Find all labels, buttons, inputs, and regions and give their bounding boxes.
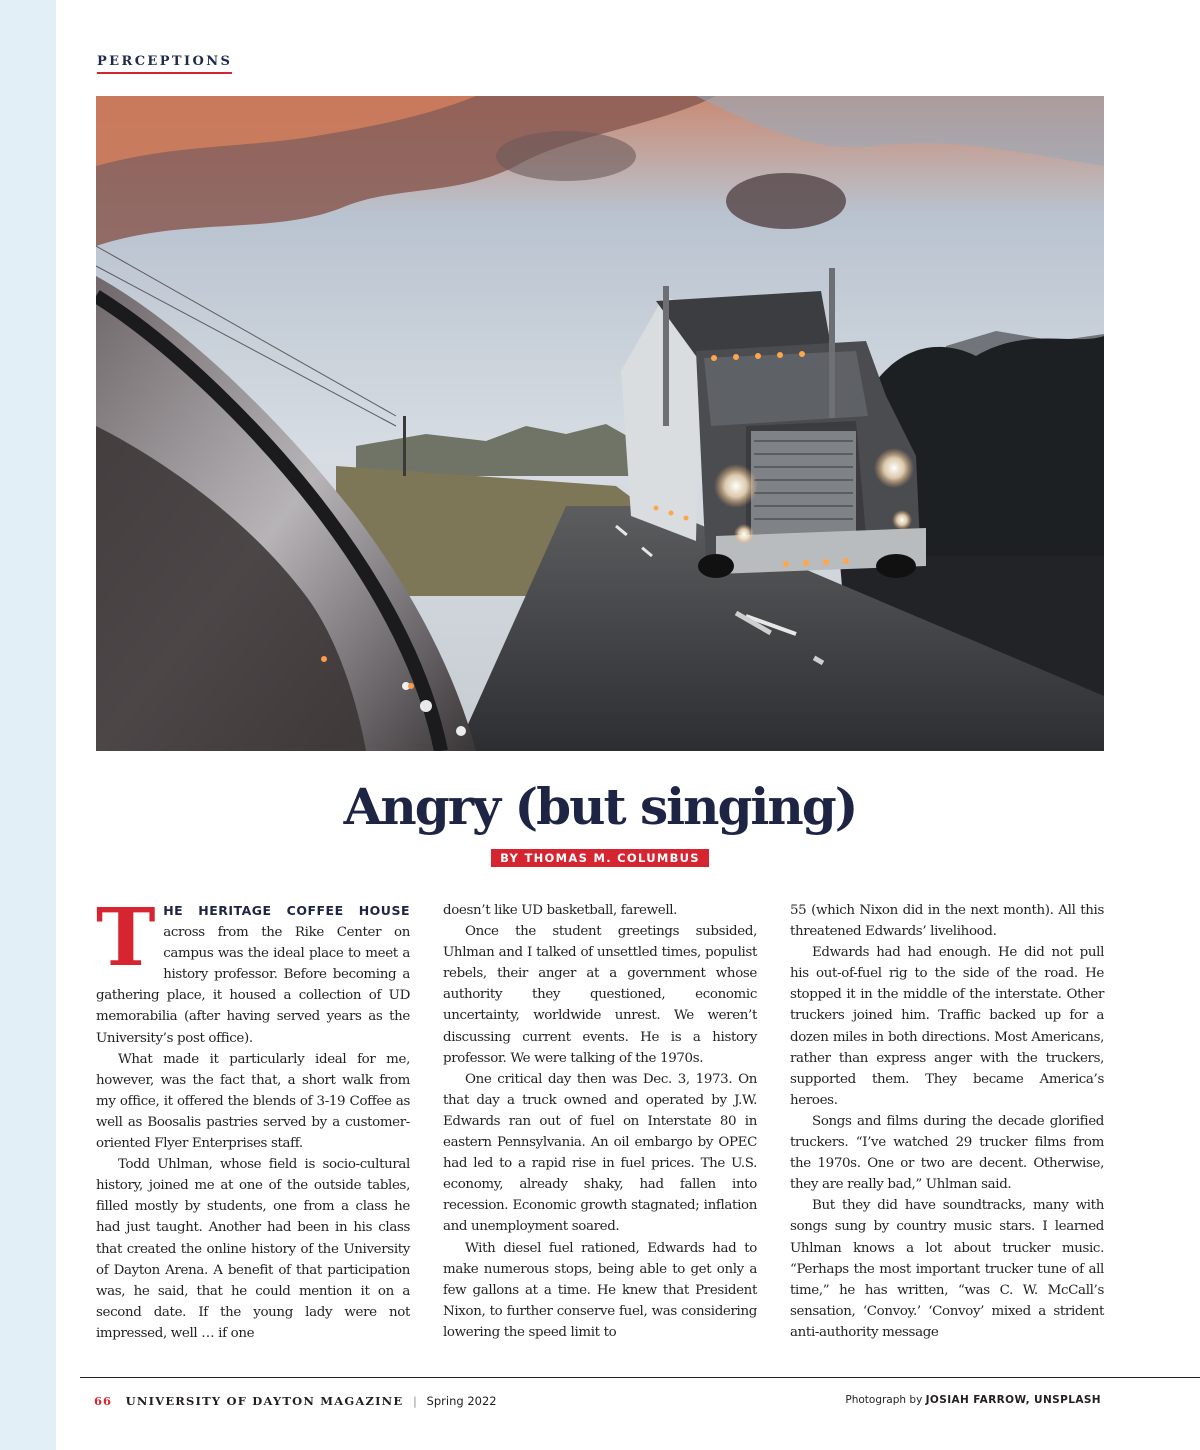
article-column-2 — [443, 900, 757, 1343]
lead-in: HE HERITAGE COFFEE HOUSE — [163, 903, 410, 918]
issue-date: Spring 2022 — [426, 1394, 497, 1408]
folio-separator: | — [413, 1394, 417, 1408]
credit-prefix: Photograph by — [845, 1394, 923, 1406]
paragraph: What made it particularly ideal for me, however, was the fact that, a short walk from my office, it offered the blends of 3-19 Coffee as well as Boosalis pastries served by a customer-oriented Flyer Enterprises staff. — [96, 1051, 410, 1152]
paragraph: Edwards had had enough. He did not pull his out-of-fuel rig to the side of the road. He stopped it in the middle of the interstate. Other truckers joined him. Traffic backed up for a dozen miles in both directions. Most Americans, rather than express anger with the truckers, supported them. They became America’s heroes. — [790, 945, 1104, 1108]
drop-cap: T — [96, 890, 156, 984]
paragraph: doesn’t like UD basketball, farewell. — [443, 903, 678, 918]
paragraph: Once the student greetings subsided, Uhlman and I talked of unsettled times, populist rebels, their anger at a government whose authority they questioned, economic uncertainty, worldwide unrest. We weren’t discussing current events. He is a history professor. We were talking of the 1970s. — [443, 924, 757, 1066]
paragraph: With diesel fuel rationed, Edwards had to make numerous stops, being able to get only a few gallons at a time. He knew that President Nixon, to further conserve fuel, was considering lowering the speed limit to — [443, 1240, 757, 1340]
footer-rule — [80, 1377, 1200, 1378]
photo-credit — [845, 1394, 1101, 1406]
paragraph: HE HERITAGE COFFEE HOUSE across from the Rike Center on campus was the ideal place to meet a history professor. Before becoming a gathering place, it housed a collection of UD memorabilia (after having served years as the University’s post office). — [96, 903, 410, 1046]
side-color-strip — [0, 0, 56, 1450]
hero-photo — [96, 96, 1104, 751]
paragraph: Songs and films during the decade glorified truckers. “I’ve watched 29 trucker films from the 1970s. One or two are decent. Otherwise, they are really bad,” Uhlman said. — [790, 1113, 1104, 1193]
section-label: PERCEPTIONS — [97, 54, 232, 74]
article-title: Angry (but singing) — [343, 777, 857, 836]
paragraph: But they did have soundtracks, many with songs sung by country music stars. I learned Uhlman knows a lot about trucker music. “Perhaps the most important trucker tune of all time,” he has written, “was C. W. McCall’s sensation, ‘Convoy.’ ‘Convoy’ mixed a strident anti-authority message — [790, 1198, 1104, 1340]
paragraph: One critical day then was Dec. 3, 1973. On that day a truck owned and operated by J.W. Edwards ran out of fuel on Interstate 80 in eastern Pennsylvania. An oil embargo by OPEC had led to a rapid rise in fuel prices. The U.S. economy, already shaky, had fallen into recession. Economic growth stagnated; inflation and unemployment soared. — [443, 1071, 757, 1235]
article-column-1 — [96, 890, 410, 1344]
magazine-name: UNIVERSITY OF DAYTON MAGAZINE — [125, 1394, 404, 1408]
folio — [94, 1394, 497, 1408]
credit-name: JOSIAH FARROW, UNSPLASH — [925, 1394, 1101, 1406]
page-number: 66 — [94, 1394, 113, 1408]
paragraph: 55 (which Nixon did in the next month). All this threatened Edwards’ livelihood. — [790, 903, 1104, 940]
article-column-3 — [790, 900, 1104, 1343]
byline: BY THOMAS M. COLUMBUS — [491, 849, 709, 867]
paragraph: Todd Uhlman, whose field is socio-cultural history, joined me at one of the outside tables, filled mostly by students, one from a class he had just taught. Another had been in his class that created the online history of the University of Dayton Arena. A benefit of that participation was, he said, that he could mention it on a second date. If the young lady were not impressed, well … if one — [96, 1157, 410, 1341]
